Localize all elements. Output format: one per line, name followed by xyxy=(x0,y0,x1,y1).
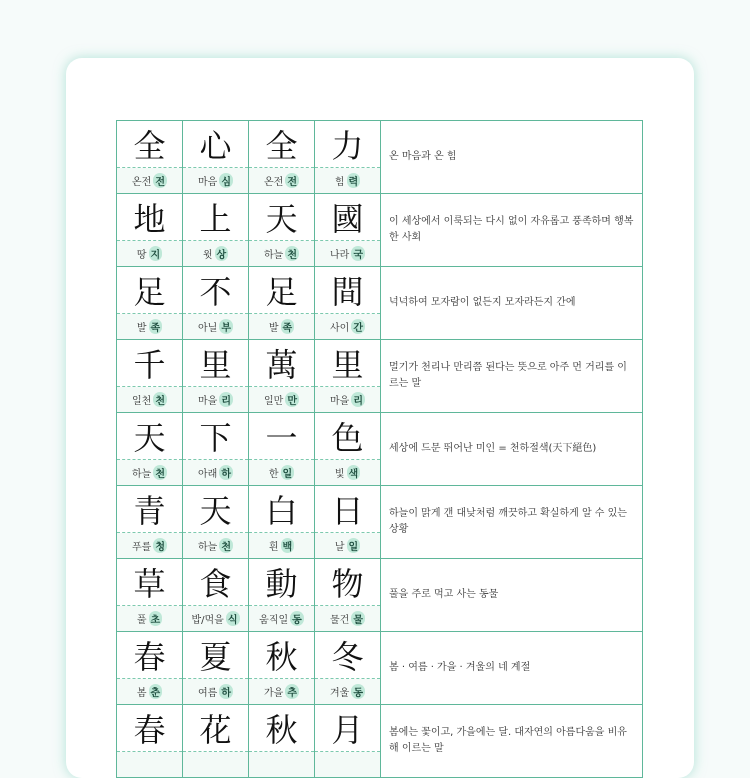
idiom-description: 풀을 주로 먹고 사는 동물 xyxy=(381,559,643,631)
hanja-reading xyxy=(315,241,380,266)
hanja-cell xyxy=(183,559,249,631)
hanja-cell xyxy=(249,121,315,193)
idiom-description: 봄에는 꽃이고, 가을에는 달. 대자연의 아름다움을 비유해 이르는 말 xyxy=(381,705,643,777)
hanja-meaning: 사이 xyxy=(330,323,350,334)
idiom-description: 봄 · 여름 · 가을 · 겨울의 네 계절 xyxy=(381,632,643,704)
idiom-row xyxy=(117,121,643,194)
hanja-cell xyxy=(183,413,249,485)
hanja-cell xyxy=(315,194,381,266)
hanja-meaning: 나라 xyxy=(330,250,350,261)
hanja-meaning: 온전 xyxy=(132,177,152,188)
hanja-reading xyxy=(315,314,380,339)
hanja-cell xyxy=(117,121,183,193)
hanja-reading xyxy=(183,606,248,631)
hanja-cell xyxy=(117,705,183,777)
hanja-reading xyxy=(117,460,182,485)
hanja-sound-badge: 일 xyxy=(281,465,295,480)
hanja-cell xyxy=(183,486,249,558)
hanja-character: 色 xyxy=(315,413,380,460)
hanja-reading xyxy=(315,168,380,193)
idiom-description: 이 세상에서 이룩되는 다시 없이 자유롭고 풍족하며 행복한 사회 xyxy=(381,194,643,266)
hanja-meaning: 온전 xyxy=(264,177,284,188)
hanja-reading xyxy=(183,314,248,339)
hanja-reading xyxy=(183,168,248,193)
hanja-sound-badge: 지 xyxy=(149,246,163,261)
idiom-row xyxy=(117,267,643,340)
hanja-sound-badge: 동 xyxy=(290,611,304,626)
hanja-reading xyxy=(249,752,314,777)
hanja-sound-badge: 상 xyxy=(215,246,229,261)
hanja-character: 食 xyxy=(183,559,248,606)
hanja-character: 月 xyxy=(315,705,380,752)
hanja-reading xyxy=(117,314,182,339)
hanja-meaning: 푸를 xyxy=(132,542,152,553)
hanja-sound-badge: 리 xyxy=(351,392,365,407)
hanja-cell xyxy=(183,121,249,193)
hanja-sound-badge: 추 xyxy=(285,684,299,699)
idiom-description: 세상에 드문 뛰어난 미인 = 천하절색(天下絕色) xyxy=(381,413,643,485)
hanja-reading xyxy=(249,241,314,266)
hanja-character: 全 xyxy=(117,121,182,168)
hanja-sound-badge: 일 xyxy=(347,538,361,553)
hanja-character: 青 xyxy=(117,486,182,533)
hanja-character: 地 xyxy=(117,194,182,241)
hanja-cell xyxy=(117,632,183,704)
hanja-reading xyxy=(249,606,314,631)
hanja-meaning: 마을 xyxy=(198,396,218,407)
hanja-character: 足 xyxy=(117,267,182,314)
hanja-character: 秋 xyxy=(249,632,314,679)
hanja-sound-badge: 력 xyxy=(347,173,361,188)
hanja-reading xyxy=(183,679,248,704)
hanja-character: 間 xyxy=(315,267,380,314)
idiom-description: 멀기가 천리나 만리쯤 된다는 뜻으로 아주 먼 거리를 이르는 말 xyxy=(381,340,643,412)
hanja-character: 日 xyxy=(315,486,380,533)
hanja-reading xyxy=(183,460,248,485)
hanja-character: 心 xyxy=(183,121,248,168)
hanja-reading xyxy=(117,241,182,266)
hanja-sound-badge: 천 xyxy=(153,392,167,407)
idiom-table xyxy=(116,120,643,778)
hanja-character: 天 xyxy=(117,413,182,460)
hanja-meaning: 땅 xyxy=(136,250,147,261)
hanja-meaning: 밥/먹을 xyxy=(191,615,224,626)
hanja-sound-badge: 전 xyxy=(153,173,167,188)
hanja-cell xyxy=(117,340,183,412)
hanja-character: 全 xyxy=(249,121,314,168)
hanja-reading xyxy=(315,533,380,558)
hanja-sound-badge: 청 xyxy=(153,538,167,553)
hanja-character: 冬 xyxy=(315,632,380,679)
hanja-meaning: 빛 xyxy=(334,469,345,480)
hanja-sound-badge: 족 xyxy=(281,319,295,334)
hanja-character: 動 xyxy=(249,559,314,606)
hanja-meaning: 흰 xyxy=(268,542,279,553)
hanja-reading xyxy=(183,387,248,412)
hanja-reading xyxy=(249,387,314,412)
hanja-sound-badge: 하 xyxy=(219,684,233,699)
hanja-cell xyxy=(249,267,315,339)
hanja-character: 下 xyxy=(183,413,248,460)
hanja-reading xyxy=(249,314,314,339)
hanja-reading xyxy=(117,606,182,631)
hanja-sound-badge: 부 xyxy=(219,319,233,334)
hanja-sound-badge: 하 xyxy=(219,465,233,480)
idiom-row xyxy=(117,705,643,778)
hanja-sound-badge: 물 xyxy=(351,611,365,626)
hanja-sound-badge: 춘 xyxy=(149,684,163,699)
hanja-cell xyxy=(249,705,315,777)
idiom-row xyxy=(117,486,643,559)
hanja-character: 不 xyxy=(183,267,248,314)
hanja-reading xyxy=(249,168,314,193)
hanja-character: 千 xyxy=(117,340,182,387)
hanja-reading xyxy=(117,533,182,558)
hanja-sound-badge: 리 xyxy=(219,392,233,407)
hanja-character: 國 xyxy=(315,194,380,241)
hanja-sound-badge: 족 xyxy=(149,319,163,334)
hanja-sound-badge: 색 xyxy=(347,465,361,480)
hanja-character: 草 xyxy=(117,559,182,606)
hanja-character: 萬 xyxy=(249,340,314,387)
hanja-character: 里 xyxy=(315,340,380,387)
hanja-sound-badge: 식 xyxy=(226,611,240,626)
hanja-character: 春 xyxy=(117,705,182,752)
idiom-row xyxy=(117,340,643,413)
hanja-reading xyxy=(183,752,248,777)
hanja-cell xyxy=(249,413,315,485)
hanja-reading xyxy=(315,679,380,704)
hanja-meaning: 하늘 xyxy=(132,469,152,480)
hanja-meaning: 일만 xyxy=(264,396,284,407)
hanja-meaning: 아래 xyxy=(198,469,218,480)
hanja-meaning: 하늘 xyxy=(264,250,284,261)
hanja-reading xyxy=(183,241,248,266)
hanja-reading xyxy=(183,533,248,558)
hanja-reading xyxy=(315,460,380,485)
hanja-cell xyxy=(183,267,249,339)
hanja-cell xyxy=(315,340,381,412)
hanja-character: 足 xyxy=(249,267,314,314)
hanja-cell xyxy=(249,632,315,704)
hanja-meaning: 한 xyxy=(268,469,279,480)
hanja-cell xyxy=(315,121,381,193)
hanja-character: 物 xyxy=(315,559,380,606)
hanja-reading xyxy=(117,387,182,412)
hanja-sound-badge: 국 xyxy=(351,246,365,261)
hanja-reading xyxy=(315,387,380,412)
hanja-cell xyxy=(117,267,183,339)
hanja-sound-badge: 천 xyxy=(285,246,299,261)
hanja-cell xyxy=(183,340,249,412)
hanja-cell xyxy=(249,340,315,412)
hanja-cell xyxy=(315,267,381,339)
worksheet-card xyxy=(66,58,694,778)
hanja-cell xyxy=(315,559,381,631)
hanja-sound-badge: 심 xyxy=(219,173,233,188)
hanja-reading xyxy=(315,752,380,777)
hanja-sound-badge: 초 xyxy=(149,611,163,626)
hanja-meaning: 발 xyxy=(268,323,279,334)
hanja-cell xyxy=(117,559,183,631)
hanja-character: 天 xyxy=(183,486,248,533)
hanja-cell xyxy=(249,194,315,266)
hanja-cell xyxy=(249,486,315,558)
hanja-meaning: 봄 xyxy=(136,688,147,699)
idiom-description: 하늘이 맑게 갠 대낮처럼 깨끗하고 확실하게 알 수 있는 상황 xyxy=(381,486,643,558)
hanja-sound-badge: 백 xyxy=(281,538,295,553)
hanja-cell xyxy=(117,413,183,485)
hanja-cell xyxy=(249,559,315,631)
hanja-character: 天 xyxy=(249,194,314,241)
hanja-character: 里 xyxy=(183,340,248,387)
hanja-meaning: 힘 xyxy=(334,177,345,188)
idiom-description: 넉넉하여 모자람이 없든지 모자라든지 간에 xyxy=(381,267,643,339)
hanja-meaning: 풀 xyxy=(136,615,147,626)
hanja-cell xyxy=(315,632,381,704)
hanja-reading xyxy=(315,606,380,631)
hanja-cell xyxy=(117,486,183,558)
hanja-reading xyxy=(117,752,182,777)
hanja-reading xyxy=(249,679,314,704)
hanja-sound-badge: 천 xyxy=(153,465,167,480)
hanja-cell xyxy=(117,194,183,266)
hanja-cell xyxy=(315,486,381,558)
hanja-character: 一 xyxy=(249,413,314,460)
hanja-reading xyxy=(117,168,182,193)
hanja-meaning: 아닐 xyxy=(198,323,218,334)
hanja-meaning: 물건 xyxy=(330,615,350,626)
hanja-sound-badge: 전 xyxy=(285,173,299,188)
hanja-cell xyxy=(315,705,381,777)
hanja-reading xyxy=(249,533,314,558)
idiom-row xyxy=(117,632,643,705)
hanja-cell xyxy=(183,194,249,266)
hanja-cell xyxy=(183,632,249,704)
hanja-meaning: 일천 xyxy=(132,396,152,407)
hanja-meaning: 하늘 xyxy=(198,542,218,553)
hanja-meaning: 움직일 xyxy=(259,615,289,626)
hanja-meaning: 마음 xyxy=(198,177,218,188)
hanja-character: 秋 xyxy=(249,705,314,752)
hanja-reading xyxy=(249,460,314,485)
hanja-sound-badge: 동 xyxy=(351,684,365,699)
hanja-character: 夏 xyxy=(183,632,248,679)
hanja-character: 白 xyxy=(249,486,314,533)
hanja-character: 上 xyxy=(183,194,248,241)
hanja-cell xyxy=(183,705,249,777)
hanja-cell xyxy=(315,413,381,485)
idiom-row xyxy=(117,559,643,632)
hanja-meaning: 겨울 xyxy=(330,688,350,699)
hanja-sound-badge: 간 xyxy=(351,319,365,334)
idiom-row xyxy=(117,413,643,486)
hanja-meaning: 마을 xyxy=(330,396,350,407)
hanja-sound-badge: 천 xyxy=(219,538,233,553)
idiom-row xyxy=(117,194,643,267)
hanja-character: 花 xyxy=(183,705,248,752)
hanja-sound-badge: 만 xyxy=(285,392,299,407)
hanja-meaning: 가을 xyxy=(264,688,284,699)
hanja-meaning: 윗 xyxy=(202,250,213,261)
hanja-character: 春 xyxy=(117,632,182,679)
idiom-description: 온 마음과 온 힘 xyxy=(381,121,643,193)
hanja-meaning: 발 xyxy=(136,323,147,334)
hanja-meaning: 여름 xyxy=(198,688,218,699)
hanja-reading xyxy=(117,679,182,704)
hanja-character: 力 xyxy=(315,121,380,168)
hanja-meaning: 날 xyxy=(334,542,345,553)
